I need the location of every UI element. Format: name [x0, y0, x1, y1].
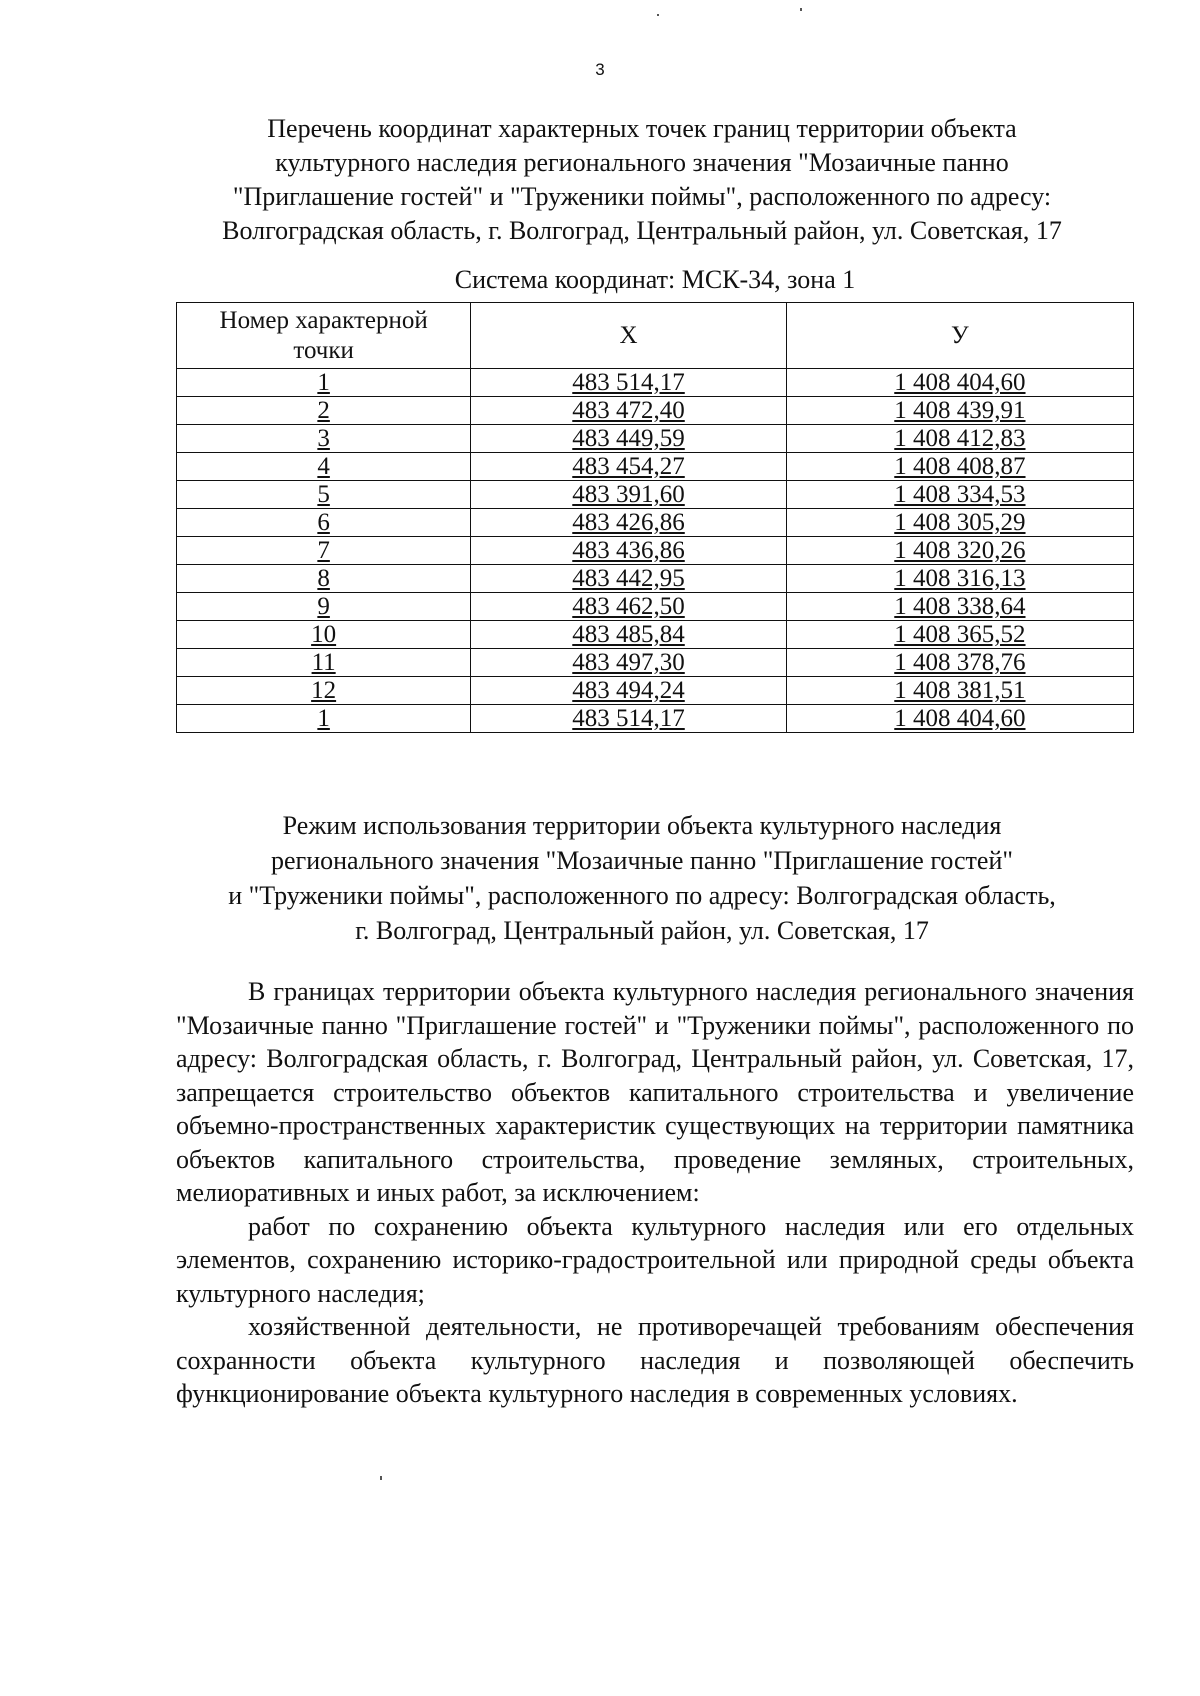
paragraph: работ по сохранению объекта культурного наследия или его отдельных элементов, сохранению историко-градостроительной или природной среды объекта культурного наследия; [176, 1211, 1134, 1308]
cell-x [471, 565, 787, 593]
coordinates-table [176, 302, 1134, 733]
table-row [177, 705, 1134, 733]
cell-point-number-value: 10 [311, 621, 337, 648]
cell-y-value: 1 408 439,91 [894, 397, 1026, 424]
cell-point-number-value: 6 [317, 509, 330, 536]
cell-point-number [177, 509, 471, 537]
cell-x [471, 481, 787, 509]
cell-y-value: 1 408 378,76 [894, 649, 1026, 676]
title-line: Волгоградская область, г. Волгоград, Центральный район, ул. Советская, 17 [222, 216, 1062, 245]
table-row [177, 509, 1134, 537]
cell-x-value: 483 436,86 [572, 537, 685, 564]
table-row [177, 537, 1134, 565]
cell-point-number [177, 621, 471, 649]
cell-x-value: 483 426,86 [572, 509, 685, 536]
table-row [177, 677, 1134, 705]
cell-y-value: 1 408 412,83 [894, 425, 1026, 452]
cell-point-number [177, 425, 471, 453]
cell-x [471, 397, 787, 425]
cell-y [786, 369, 1133, 397]
scan-speck [800, 8, 802, 11]
cell-point-number-value: 2 [317, 397, 330, 424]
regime-title-line: Режим использования территории объекта культурного наследия [282, 811, 1002, 840]
cell-point-number-value: 4 [317, 453, 330, 480]
regime-title-line: г. Волгоград, Центральный район, ул. Советская, 17 [355, 916, 929, 945]
cell-y [786, 453, 1133, 481]
cell-point-number-value: 8 [317, 565, 330, 592]
cell-y-value: 1 408 316,13 [894, 565, 1026, 592]
cell-point-number-value: 1 [317, 369, 330, 396]
cell-y-value: 1 408 365,52 [894, 621, 1026, 648]
scan-speck [380, 1476, 382, 1480]
header-point-number: Номер характерной точки [177, 303, 471, 369]
cell-x-value: 483 449,59 [572, 425, 685, 452]
table-header-row [177, 303, 1134, 369]
cell-point-number-value: 9 [317, 593, 330, 620]
cell-y [786, 677, 1133, 705]
paragraph: хозяйственной деятельности, не противоречащей требованиям обеспечения сохранности объекта культурного наследия и позволяющей обеспечить функционирование объекта культурного наследия в современных условиях. [176, 1312, 1134, 1408]
table-row [177, 369, 1134, 397]
cell-point-number [177, 397, 471, 425]
cell-point-number-value: 1 [317, 705, 330, 732]
table-row [177, 425, 1134, 453]
table-row [177, 593, 1134, 621]
title-line: "Приглашение гостей" и "Труженики поймы", расположенного по адресу: [232, 182, 1052, 211]
cell-x [471, 509, 787, 537]
cell-x [471, 621, 787, 649]
cell-y-value: 1 408 404,60 [894, 705, 1026, 732]
table-row [177, 649, 1134, 677]
title-line: Перечень координат характерных точек границ территории объекта [267, 114, 1017, 143]
cell-x-value: 483 514,17 [572, 705, 685, 732]
cell-x-value: 483 514,17 [572, 369, 685, 396]
cell-x-value: 483 494,24 [572, 677, 685, 704]
table-body [177, 369, 1134, 733]
cell-x [471, 705, 787, 733]
scan-speck [657, 14, 659, 16]
cell-y-value: 1 408 320,26 [894, 537, 1026, 564]
cell-point-number-value: 7 [317, 537, 330, 564]
cell-x [471, 537, 787, 565]
cell-point-number-value: 12 [311, 677, 337, 704]
cell-y-value: 1 408 408,87 [894, 453, 1026, 480]
cell-point-number [177, 677, 471, 705]
cell-point-number-value: 5 [317, 481, 330, 508]
cell-y-value: 1 408 305,29 [894, 509, 1026, 536]
document-title [150, 112, 1134, 248]
cell-point-number [177, 453, 471, 481]
cell-point-number-value: 11 [311, 649, 336, 676]
title-line: культурного наследия регионального значения "Мозаичные панно [275, 148, 1009, 177]
cell-point-number [177, 537, 471, 565]
cell-x-value: 483 485,84 [572, 621, 685, 648]
cell-y [786, 649, 1133, 677]
cell-y-value: 1 408 334,53 [894, 481, 1026, 508]
cell-x [471, 677, 787, 705]
cell-point-number [177, 649, 471, 677]
regime-title [150, 808, 1134, 948]
cell-y-value: 1 408 338,64 [894, 593, 1026, 620]
cell-x [471, 425, 787, 453]
cell-y [786, 425, 1133, 453]
cell-x-value: 483 497,30 [572, 649, 685, 676]
cell-x [471, 649, 787, 677]
cell-x [471, 453, 787, 481]
cell-x [471, 593, 787, 621]
header-y: У [786, 303, 1133, 369]
cell-y-value: 1 408 404,60 [894, 369, 1026, 396]
cell-y [786, 565, 1133, 593]
table-row [177, 621, 1134, 649]
page-number: 3 [595, 60, 605, 79]
cell-y [786, 621, 1133, 649]
cell-point-number [177, 705, 471, 733]
cell-x [471, 369, 787, 397]
cell-x-value: 483 462,50 [572, 593, 685, 620]
coordinate-system-label: Система координат: МСК-34, зона 1 [454, 265, 856, 294]
cell-y [786, 397, 1133, 425]
cell-y [786, 509, 1133, 537]
table-row [177, 565, 1134, 593]
table-row [177, 481, 1134, 509]
regime-title-line: и "Труженики поймы", расположенного по адресу: Волгоградская область, [228, 881, 1056, 910]
regime-body [176, 975, 1134, 1411]
cell-y [786, 537, 1133, 565]
paragraph: В границах территории объекта культурного наследия регионального значения "Мозаичные панно "Приглашение гостей" и "Труженики поймы", расположенного по адресу: Волгоградская область, г. Волгоград, Центральный район, ул. Советская, 17, запрещается строительство объектов капитального строительства и увеличение объемно-пространственных характеристик существующих на территории памятника объектов капитального строительства, проведение земляных, строительных, мелиоративных и иных работ, за исключением: [176, 977, 1134, 1207]
cell-point-number-value: 3 [317, 425, 330, 452]
cell-point-number [177, 369, 471, 397]
cell-x-value: 483 442,95 [572, 565, 685, 592]
cell-y-value: 1 408 381,51 [894, 677, 1026, 704]
table-row [177, 397, 1134, 425]
cell-point-number [177, 481, 471, 509]
regime-title-line: регионального значения "Мозаичные панно "Приглашение гостей" [271, 846, 1013, 875]
cell-y [786, 593, 1133, 621]
cell-y [786, 705, 1133, 733]
cell-point-number [177, 565, 471, 593]
cell-x-value: 483 472,40 [572, 397, 685, 424]
cell-y [786, 481, 1133, 509]
cell-point-number [177, 593, 471, 621]
cell-x-value: 483 391,60 [572, 481, 685, 508]
cell-x-value: 483 454,27 [572, 453, 685, 480]
header-x: X [471, 303, 787, 369]
table-row [177, 453, 1134, 481]
